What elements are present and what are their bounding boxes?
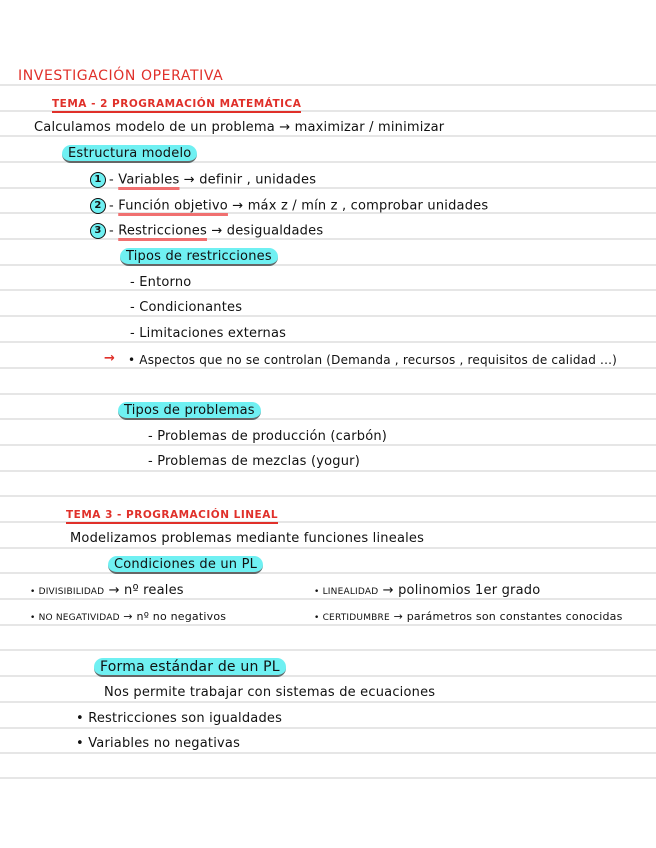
- rule-line: [0, 495, 656, 497]
- step-item: 2 - Función objetivo → máx z / mín z , comprobar unidades: [90, 198, 488, 215]
- condicion-label: • DIVISIBILIDAD: [30, 587, 105, 597]
- condiciones-heading: [108, 557, 263, 573]
- tipos-restricciones-heading: [120, 249, 278, 265]
- step-item: 3 - Restricciones → desigualdades: [90, 223, 323, 240]
- tema3-heading-text: TEMA 3 - PROGRAMACIÓN LINEAL: [66, 509, 278, 524]
- step-rest: → definir , unidades: [179, 172, 317, 188]
- forma-estandar-item: • Variables no negativas: [76, 736, 241, 751]
- condicion-label: • LINEALIDAD: [314, 587, 379, 597]
- rule-line: [0, 470, 656, 472]
- condicion-rest: → polinomios 1er grado: [378, 583, 541, 598]
- rule-line: [0, 701, 656, 703]
- problema-item: - Problemas de mezclas (yogur): [148, 454, 360, 469]
- forma-estandar-intro: Nos permite trabajar con sistemas de ecuaciones: [104, 685, 436, 700]
- condiciones-heading-text: Condiciones de un PL: [108, 556, 263, 574]
- step-item: 1 - Variables → definir , unidades: [90, 172, 316, 189]
- rule-line: [0, 752, 656, 754]
- condicion-rest: → nº no negativos: [119, 610, 227, 623]
- number-circle-icon: 2: [90, 198, 106, 214]
- rule-line: [0, 289, 656, 291]
- step-term: Función objetivo: [118, 198, 228, 214]
- tipos-problemas-heading: [118, 403, 261, 419]
- forma-estandar-heading-text: Forma estándar de un PL: [94, 658, 286, 677]
- condicion-item: [314, 583, 540, 600]
- forma-estandar-item: • Restricciones son igualdades: [76, 711, 283, 726]
- condicion-item: [30, 583, 184, 600]
- step-rest: → desigualdades: [206, 223, 324, 239]
- tema3-intro: Modelizamos problemas mediante funciones lineales: [70, 531, 425, 546]
- step-term: Variables: [118, 172, 180, 188]
- step-rest: → máx z / mín z , comprobar unidades: [227, 198, 489, 214]
- rule-line: [0, 393, 656, 395]
- tipos-problemas-heading-text: Tipos de problemas: [118, 402, 261, 420]
- tema2-heading-text: TEMA - 2 PROGRAMACIÓN MATEMÁTICA: [52, 98, 301, 113]
- restriccion-item: - Limitaciones externas: [130, 326, 287, 341]
- restriccion-item: - Condicionantes: [130, 300, 243, 315]
- red-arrow-icon: →: [104, 351, 116, 366]
- rule-line: [0, 777, 656, 779]
- rule-line: [0, 649, 656, 651]
- rule-line: [0, 547, 656, 549]
- page-title: INVESTIGACIÓN OPERATIVA: [18, 68, 224, 84]
- problema-item: - Problemas de producción (carbón): [148, 429, 388, 444]
- estructura-heading: [62, 146, 197, 162]
- step-term: Restricciones: [118, 223, 207, 239]
- rule-line: [0, 264, 656, 266]
- rule-line: [0, 727, 656, 729]
- number-circle-icon: 3: [90, 223, 106, 239]
- tema2-intro: Calculamos modelo de un problema → maximizar / minimizar: [34, 120, 445, 135]
- tema3-heading: [66, 507, 278, 523]
- restriccion-item: - Entorno: [130, 275, 192, 290]
- rule-line: [0, 84, 656, 86]
- condicion-rest: → nº reales: [104, 583, 184, 598]
- condicion-item: [314, 609, 623, 626]
- condicion-item: [30, 609, 226, 626]
- number-circle-icon: 1: [90, 172, 106, 188]
- rule-line: [0, 315, 656, 317]
- tema2-heading: [52, 96, 301, 112]
- condicion-label: • CERTIDUMBRE: [314, 613, 390, 623]
- rule-line: [0, 341, 656, 343]
- rule-line: [0, 572, 656, 574]
- rule-line: [0, 418, 656, 420]
- tipos-restricciones-heading-text: Tipos de restricciones: [120, 248, 278, 266]
- forma-estandar-heading: [94, 659, 286, 676]
- estructura-heading-text: Estructura modelo: [62, 145, 197, 163]
- condicion-label: • NO NEGATIVIDAD: [30, 613, 120, 623]
- restriccion-item: • Aspectos que no se controlan (Demanda , recursos , requisitos de calidad ...): [128, 353, 617, 367]
- condicion-rest: → parámetros son constantes conocidas: [389, 610, 623, 623]
